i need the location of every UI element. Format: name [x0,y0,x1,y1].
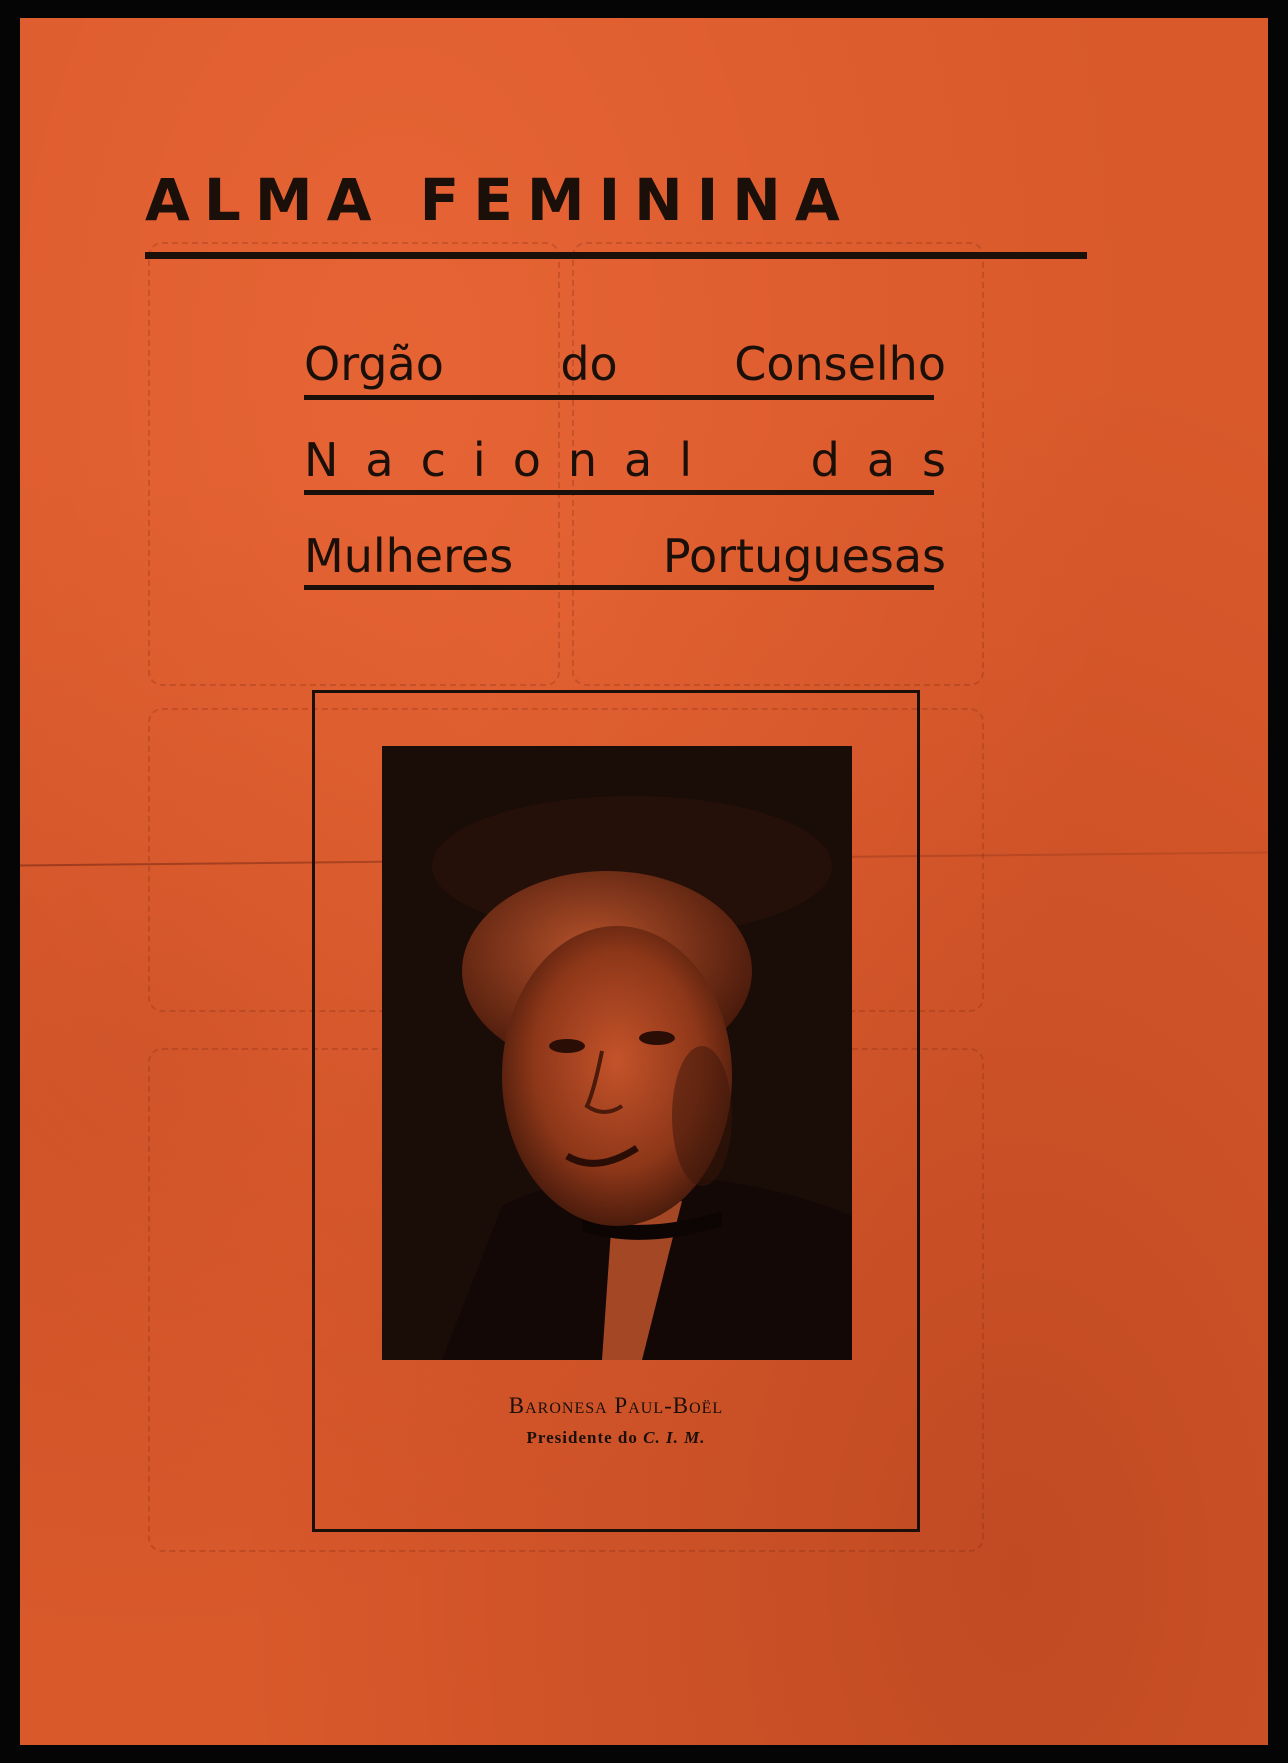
subtitle-letter: a [624,433,653,487]
subtitle-word: Portuguesas [662,529,946,583]
subtitle-word: Mulheres [304,529,514,583]
subtitle-letter: N [304,433,339,487]
subtitle-underline-2 [304,490,934,495]
subtitle-underline-1 [304,395,934,400]
subtitle-word: do [560,337,618,391]
portrait-caption-name [312,1393,920,1419]
subtitle-letter: a [365,433,394,487]
portrait-illustration [382,746,852,1360]
subtitle-line-1 [304,336,946,392]
caption-role-prefix: Presidente do [526,1428,638,1447]
subtitle-letter: l [679,433,692,487]
subtitle-underline-3 [304,585,934,590]
subtitle-word: Conselho [734,337,946,391]
title-underline [145,252,1087,259]
subtitle-letter: a [866,433,896,487]
portrait-caption-role [312,1428,920,1448]
caption-role-org: C. I. M. [643,1428,706,1447]
subtitle-line-2 [304,432,946,488]
portrait-photo [382,746,852,1360]
caption-name-text: Baronesa Paul-Boël [508,1393,724,1418]
subtitle-letter: d [810,433,840,487]
subtitle-letter: i [472,433,486,487]
subtitle-letter: n [567,433,598,487]
subtitle-letter: s [922,433,946,487]
magazine-title: ALMA FEMININA [145,166,854,234]
subtitle-word: Orgão [304,337,444,391]
subtitle-line-3 [304,528,946,584]
subtitle-letter: o [512,433,541,487]
subtitle-letter: c [420,433,446,487]
magazine-cover [20,18,1268,1745]
